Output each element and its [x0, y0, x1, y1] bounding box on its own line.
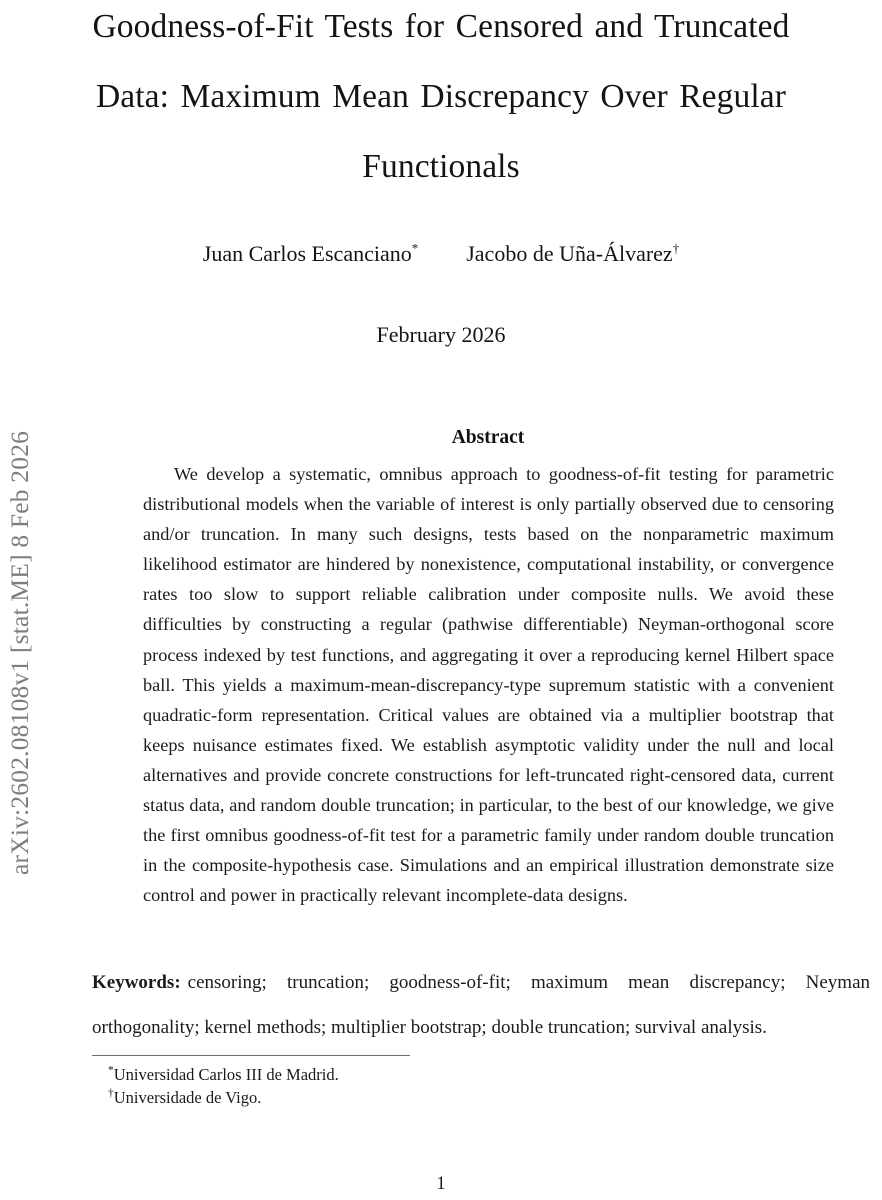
keywords-section — [92, 960, 870, 1050]
page-title: Goodness-of-Fit Tests for Censored and Truncated Data: Maximum Mean Discrepancy Over Regular Functionals — [92, 8, 790, 185]
footnote-separator-rule — [92, 1055, 410, 1056]
arxiv-identifier-stamp: arXiv:2602.08108v1 [stat.ME] 8 Feb 2026 — [5, 430, 34, 875]
author-footnote-marker: † — [672, 240, 680, 256]
publication-date: February 2026 — [376, 322, 506, 347]
author-footnote-marker: * — [411, 240, 419, 256]
author-name: Jacobo de Uña-Álvarez — [466, 241, 673, 266]
author-name: Juan Carlos Escanciano — [202, 241, 412, 266]
keywords-list: censoring; truncation; goodness-of-fit; maximum mean discrepancy; Neyman orthogonality; kernel methods; multiplier bootstrap; double truncation; survival analysis. — [92, 972, 870, 1038]
footnote-marker: † — [108, 1087, 114, 1100]
abstract-heading: Abstract — [451, 427, 525, 448]
footnote-item — [108, 1063, 608, 1086]
keywords-label: Keywords: — [92, 972, 181, 993]
abstract-text: We develop a systematic, omnibus approach to goodness-of-fit testing for parametric distributional models when the variable of interest is only partially observed due to censoring and/or truncation. In many such designs, tests based on the nonparametric maximum likelihood estimator are hindered by nonexistence, computational instability, or convergence rates too slow to support reliable calibration under composite nulls. We avoid these difficulties by constructing a regular (pathwise differentiable) Neyman-orthogonal score process indexed by test functions, and aggregating it over a reproducing kernel Hilbert space ball. This yields a maximum-mean-discrepancy-type supremum statistic with a convenient quadratic-form representation. Critical values are obtained via a multiplier bootstrap that keeps nuisance estimates fixed. We establish asymptotic validity under the null and local alternatives and provide concrete constructions for left-truncated right-censored data, current status data, and random double truncation; in particular, to the best of our knowledge, we give the first omnibus goodness-of-fit test for a parametric family under random double truncation in the composite-hypothesis case. Simulations and an empirical illustration demonstrate size control and power in practically relevant incomplete-data designs. — [143, 464, 834, 906]
footnote-text: Universidade de Vigo. — [113, 1088, 262, 1107]
footnote-list — [108, 1063, 608, 1109]
author-list — [92, 239, 790, 269]
footnote-item — [108, 1086, 608, 1109]
footnote-text: Universidad Carlos III de Madrid. — [113, 1065, 339, 1084]
page-number: 1 — [436, 1174, 446, 1194]
footnote-marker: * — [108, 1064, 114, 1077]
